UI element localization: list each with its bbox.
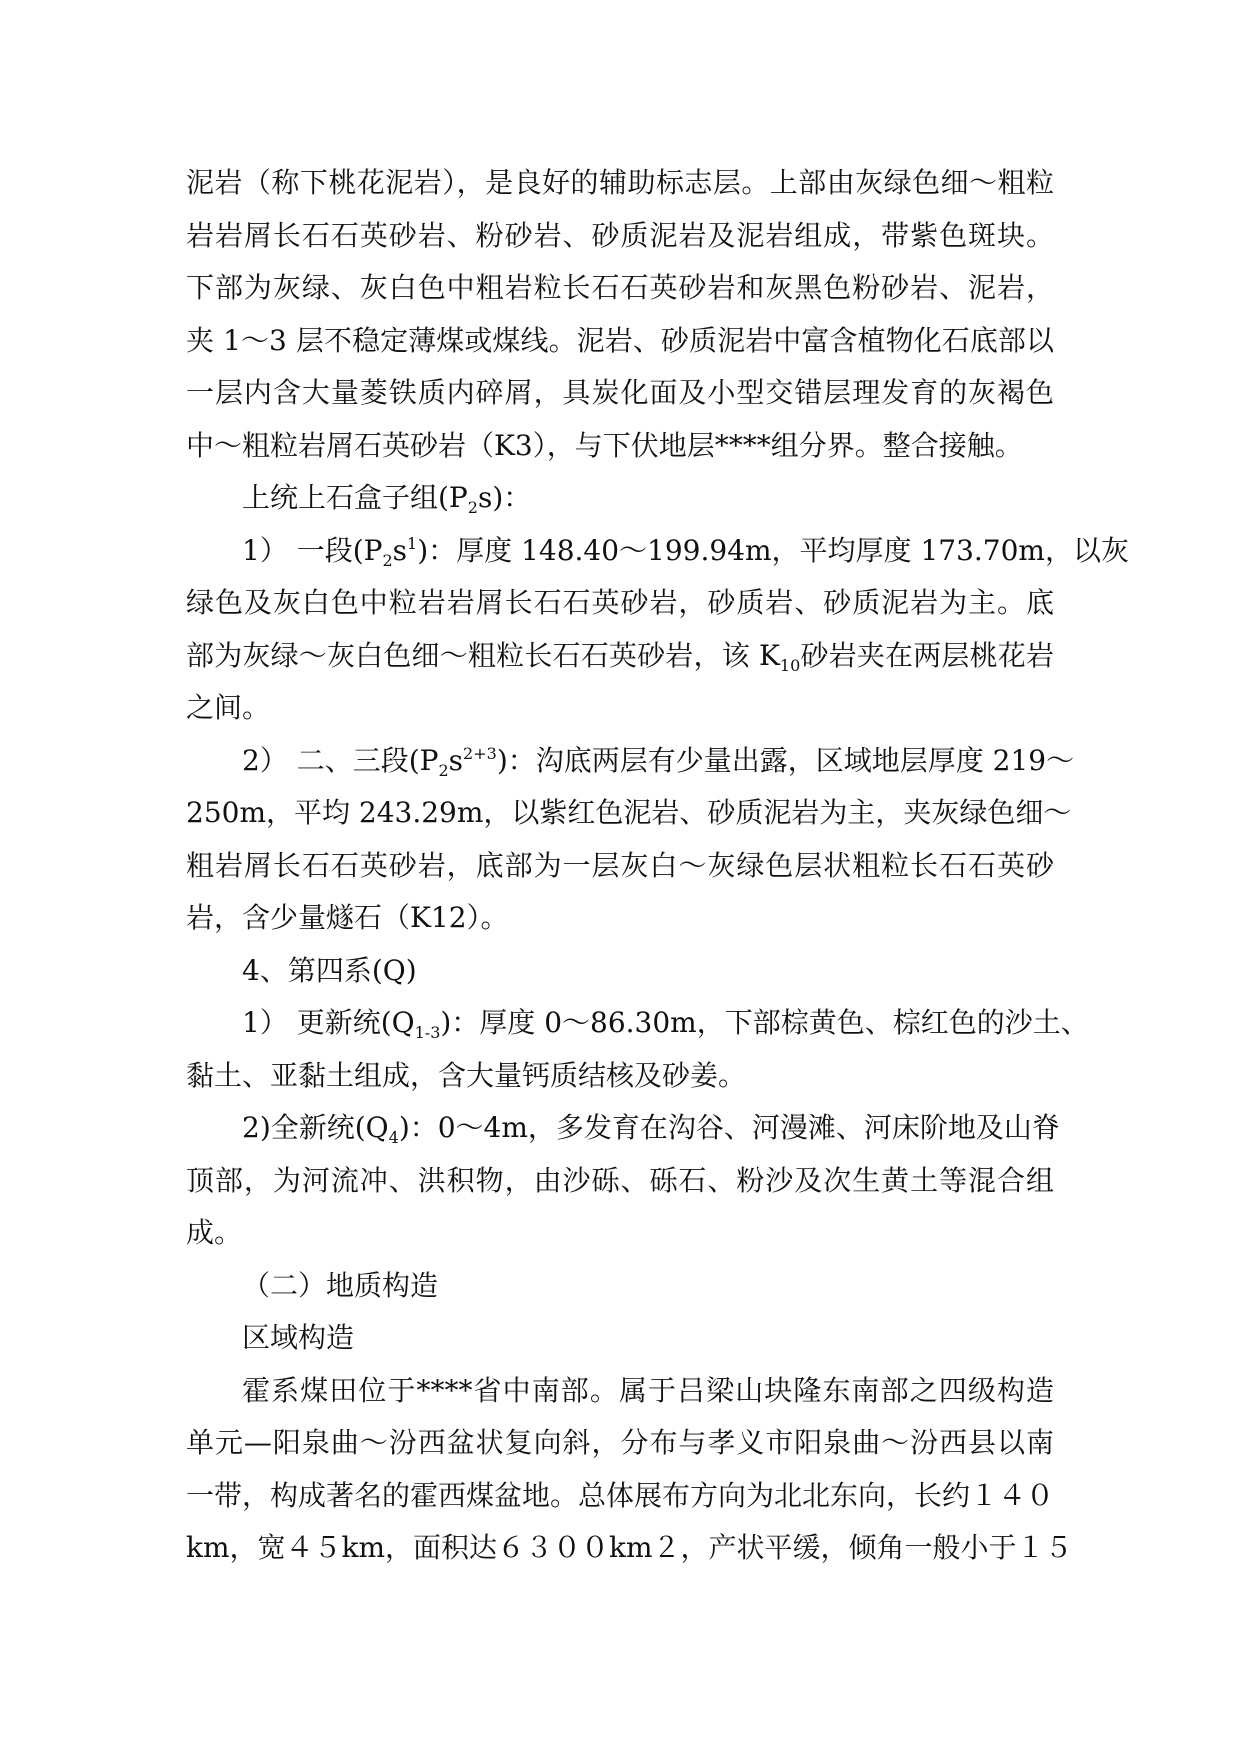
text-line (186, 1155, 1054, 1208)
subscript: 2 (438, 760, 449, 780)
text-line (186, 787, 1072, 840)
text-line (186, 1522, 1073, 1575)
text-line (186, 997, 1089, 1050)
section-heading (186, 472, 1054, 525)
text-line (186, 1102, 1060, 1155)
text-line (186, 315, 1054, 368)
line-text: 夹 1～3 层不稳定薄煤或煤线。泥岩、砂质泥岩中富含植物化石底部以 (186, 323, 1054, 357)
line-text: 泥岩（称下桃花泥岩），是良好的辅助标志层。上部由灰绿色细～粗粒 (186, 166, 1054, 199)
subscript: 10 (779, 655, 801, 675)
line-text: 岩岩屑长石石英砂岩、粉砂岩、砂质泥岩及泥岩组成，带紫色斑块。 (186, 218, 1054, 252)
text-line (186, 1417, 1054, 1470)
line-text: )：厚度 0～86.30m，下部棕黄色、棕红色的沙土、 (440, 1006, 1089, 1039)
text-line (186, 840, 1054, 893)
line-text: 1） 更新统(Q (242, 1006, 415, 1039)
text-line (186, 1470, 1054, 1523)
line-text: 250m，平均 243.29m，以紫红色泥岩、砂质泥岩为主，夹灰绿色细～ (186, 796, 1072, 829)
line-text: （二）地质构造 (242, 1268, 439, 1302)
superscript: 2+3 (463, 743, 497, 763)
text-line (186, 1050, 1054, 1103)
line-text: s (392, 533, 408, 567)
line-text: 绿色及灰白色中粒岩岩屑长石石英砂岩，砂质岩、砂质泥岩为主。底 (186, 586, 1054, 619)
text-line (186, 630, 1054, 683)
line-text: )：0～4m，多发育在沟谷、河漫滩、河床阶地及山脊 (398, 1111, 1060, 1144)
line-text: 2） 二、三段(P (242, 743, 439, 777)
line-text: 顶部，为河流冲、洪积物，由沙砾、砾石、粉沙及次生黄土等混合组 (186, 1163, 1054, 1197)
line-text: 单元—阳泉曲～汾西盆状复向斜，分布与孝义市阳泉曲～汾西县以南 (186, 1426, 1054, 1459)
subscript: 1-3 (414, 1023, 441, 1042)
line-text: 一层内含大量菱铁质内碎屑，具炭化面及小型交错层理发育的灰褐色 (186, 376, 1054, 409)
line-text: )：厚度 148.40～199.94m，平均厚度 173.70m，以灰 (417, 533, 1129, 567)
text-line (186, 682, 1054, 735)
text-line (186, 1207, 1054, 1260)
subscript: 2 (382, 550, 393, 570)
line-text: km，宽４５km，面积达６３００km２，产状平缓，倾角一般小于１５ (186, 1531, 1073, 1564)
body-text (186, 157, 1129, 1575)
line-text: 4、第四系(Q) (242, 953, 417, 987)
line-text: 之间。 (186, 691, 271, 724)
subscript: 4 (388, 1128, 399, 1147)
text-line (186, 420, 1054, 473)
line-text: 岩，含少量燧石（K12）。 (186, 901, 509, 934)
text-line (186, 577, 1054, 630)
line-text: 下部为灰绿、灰白色中粗岩粒长石石英砂岩和灰黑色粉砂岩、泥岩， (186, 271, 1054, 304)
line-text: 粗岩屑长石石英砂岩，底部为一层灰白～灰绿色层状粗粒长石石英砂 (186, 848, 1054, 882)
superscript: 1 (407, 533, 418, 553)
text-line (186, 525, 1129, 578)
line-text: 一带，构成著名的霍西煤盆地。总体展布方向为北北东向，长约１４０ (186, 1478, 1055, 1512)
line-text: 成。 (186, 1216, 243, 1249)
line-text: 2)全新统(Q (242, 1111, 389, 1144)
text-line (186, 735, 1075, 788)
line-text: 区域构造 (242, 1321, 355, 1354)
line-text: 1） 一段(P (242, 533, 383, 567)
line-text: 黏土、亚黏土组成，含大量钙质结核及砂姜。 (186, 1058, 747, 1092)
text-line (186, 210, 1054, 263)
line-text: 中～粗粒岩屑石英砂岩（K3），与下伏地层****组分界。整合接触。 (186, 428, 1023, 462)
line-text: 部为灰绿～灰白色细～粗粒长石石英砂岩，该 K (186, 638, 780, 672)
subscript: 2 (467, 498, 478, 517)
text-line (186, 262, 1054, 315)
text-line (186, 157, 1054, 210)
section-heading (186, 945, 1054, 998)
line-text: 砂岩夹在两层桃花岩 (800, 638, 1054, 672)
line-text: s (448, 743, 464, 777)
text-line (186, 1365, 1054, 1418)
line-text: )：沟底两层有少量出露，区域地层厚度 219～ (496, 743, 1075, 777)
section-heading (186, 1260, 1054, 1313)
line-text: s)： (477, 481, 532, 514)
subsection-heading (186, 1312, 1054, 1365)
line-text: 上统上石盒子组(P (242, 481, 468, 514)
text-line (186, 367, 1054, 420)
line-text: 霍系煤田位于****省中南部。属于吕梁山块隆东南部之四级构造 (242, 1373, 1054, 1407)
text-line (186, 892, 1054, 945)
